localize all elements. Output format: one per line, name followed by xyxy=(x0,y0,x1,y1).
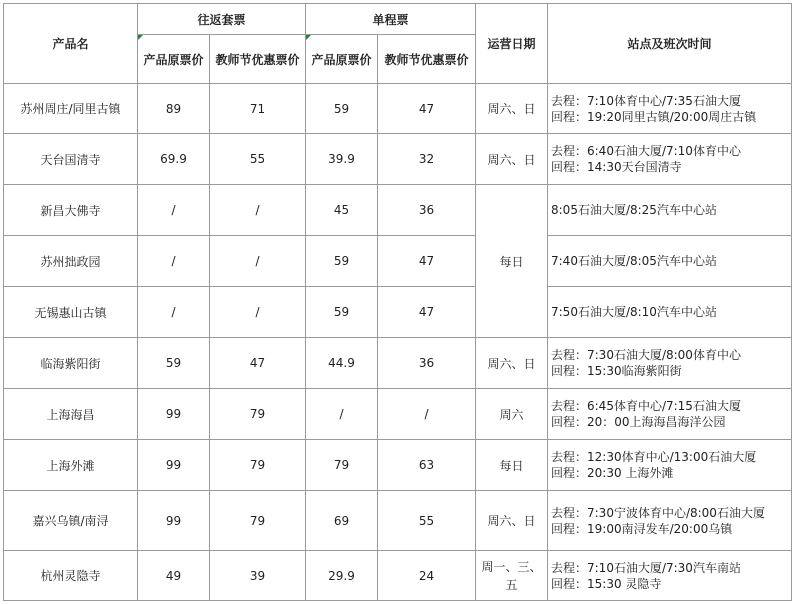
schedule-cell: 8:05石油大厦/8:25汽车中心站 xyxy=(548,185,792,236)
rt-teacher-price: 47 xyxy=(210,338,306,389)
operation-days xyxy=(476,551,548,601)
header-rt-teacher-price: 教师节优惠票价 xyxy=(210,35,306,84)
operation-days: 每日 xyxy=(476,440,548,491)
operation-days-line2: 五 xyxy=(505,577,518,592)
table-row xyxy=(4,440,792,491)
rt-teacher-price: 71 xyxy=(210,84,306,134)
operation-days: 周六 xyxy=(476,389,548,440)
rt-original-price: 99 xyxy=(138,491,210,551)
table-row xyxy=(4,287,792,338)
operation-days: 周六、日 xyxy=(476,84,548,134)
rt-teacher-price: 79 xyxy=(210,440,306,491)
ow-original-price: 59 xyxy=(306,236,378,287)
ow-original-price: 79 xyxy=(306,440,378,491)
ow-teacher-price: 24 xyxy=(378,551,476,601)
schedule-outbound: 去程：7:10体育中心/7:35石油大厦 xyxy=(551,93,741,108)
rt-teacher-price: 55 xyxy=(210,134,306,185)
ow-original-price: 69 xyxy=(306,491,378,551)
rt-teacher-price: 79 xyxy=(210,389,306,440)
ow-original-price: 45 xyxy=(306,185,378,236)
header-operation-date: 运营日期 xyxy=(476,4,548,84)
schedule-outbound: 去程：7:30宁波体育中心/8:00石油大厦 xyxy=(551,505,765,520)
rt-original-price: 69.9 xyxy=(138,134,210,185)
schedule-cell xyxy=(548,440,792,491)
header-rt-original-price: 产品原票价 xyxy=(138,35,210,84)
rt-original-price: 59 xyxy=(138,338,210,389)
table-row xyxy=(4,84,792,134)
operation-days-line1: 周一、三、 xyxy=(481,559,542,574)
rt-original-price: / xyxy=(138,236,210,287)
ow-teacher-price: 63 xyxy=(378,440,476,491)
schedule-return: 回程：15:30临海紫阳街 xyxy=(551,364,682,378)
product-name: 嘉兴乌镇/南浔 xyxy=(4,491,138,551)
schedule-cell: 7:40石油大厦/8:05汽车中心站 xyxy=(548,236,792,287)
schedule-cell xyxy=(548,551,792,601)
ow-teacher-price: 36 xyxy=(378,338,476,389)
schedule-cell xyxy=(548,84,792,134)
schedule-outbound: 去程：6:45体育中心/7:15石油大厦 xyxy=(551,399,741,413)
product-name: 上海外滩 xyxy=(4,440,138,491)
ticket-price-table xyxy=(3,3,792,601)
ow-teacher-price: 47 xyxy=(378,287,476,338)
schedule-outbound: 去程：12:30体育中心/13:00石油大厦 xyxy=(551,450,757,464)
ow-original-price: 59 xyxy=(306,287,378,338)
table-row xyxy=(4,551,792,601)
schedule-cell xyxy=(548,134,792,185)
ow-original-price: 29.9 xyxy=(306,551,378,601)
header-product-name: 产品名 xyxy=(4,4,138,84)
schedule-outbound: 去程：7:10石油大厦/7:30汽车南站 xyxy=(551,560,741,575)
header-one-way: 单程票 xyxy=(306,4,476,35)
table-row xyxy=(4,491,792,551)
schedule-return: 回程：19:00南浔发车/20:00乌镇 xyxy=(551,521,733,536)
ow-original-price: / xyxy=(306,389,378,440)
product-name: 无锡惠山古镇 xyxy=(4,287,138,338)
table-row xyxy=(4,236,792,287)
schedule-return: 回程：19:20同里古镇/20:00周庄古镇 xyxy=(551,109,757,124)
header-ow-original-price: 产品原票价 xyxy=(306,35,378,84)
rt-original-price: / xyxy=(138,185,210,236)
table-row xyxy=(4,185,792,236)
rt-original-price: 49 xyxy=(138,551,210,601)
product-name: 新昌大佛寺 xyxy=(4,185,138,236)
schedule-cell xyxy=(548,389,792,440)
table-row xyxy=(4,389,792,440)
ow-original-price: 59 xyxy=(306,84,378,134)
product-name: 杭州灵隐寺 xyxy=(4,551,138,601)
schedule-return: 回程：15:30 灵隐寺 xyxy=(551,576,662,591)
ow-teacher-price: 47 xyxy=(378,84,476,134)
product-name: 苏州周庄/同里古镇 xyxy=(4,84,138,134)
schedule-cell xyxy=(548,491,792,551)
rt-teacher-price: / xyxy=(210,236,306,287)
ow-original-price: 44.9 xyxy=(306,338,378,389)
operation-days: 周六、日 xyxy=(476,134,548,185)
rt-teacher-price: 79 xyxy=(210,491,306,551)
operation-days: 周六、日 xyxy=(476,491,548,551)
product-name: 上海海昌 xyxy=(4,389,138,440)
rt-original-price: 89 xyxy=(138,84,210,134)
product-name: 天台国清寺 xyxy=(4,134,138,185)
product-name: 苏州拙政园 xyxy=(4,236,138,287)
rt-original-price: 99 xyxy=(138,440,210,491)
table-row xyxy=(4,338,792,389)
header-stops-schedule: 站点及班次时间 xyxy=(548,4,792,84)
rt-teacher-price: 39 xyxy=(210,551,306,601)
schedule-return: 回程：14:30天台国清寺 xyxy=(551,160,682,174)
schedule-cell: 7:50石油大厦/8:10汽车中心站 xyxy=(548,287,792,338)
schedule-outbound: 去程：7:30石油大厦/8:00体育中心 xyxy=(551,348,741,362)
header-round-trip: 往返套票 xyxy=(138,4,306,35)
ow-teacher-price: / xyxy=(378,389,476,440)
schedule-return: 回程：20：00上海海昌海洋公园 xyxy=(551,415,726,429)
schedule-cell xyxy=(548,338,792,389)
operation-days-merged: 每日 xyxy=(476,185,548,338)
ow-original-price: 39.9 xyxy=(306,134,378,185)
schedule-return: 回程：20:30 上海外滩 xyxy=(551,466,674,480)
schedule-outbound: 去程：6:40石油大厦/7:10体育中心 xyxy=(551,144,741,158)
header-ow-teacher-price: 教师节优惠票价 xyxy=(378,35,476,84)
rt-original-price: / xyxy=(138,287,210,338)
operation-days: 周六、日 xyxy=(476,338,548,389)
table-row xyxy=(4,134,792,185)
rt-teacher-price: / xyxy=(210,287,306,338)
rt-original-price: 99 xyxy=(138,389,210,440)
rt-teacher-price: / xyxy=(210,185,306,236)
ow-teacher-price: 47 xyxy=(378,236,476,287)
ow-teacher-price: 36 xyxy=(378,185,476,236)
product-name: 临海紫阳街 xyxy=(4,338,138,389)
ow-teacher-price: 32 xyxy=(378,134,476,185)
ow-teacher-price: 55 xyxy=(378,491,476,551)
